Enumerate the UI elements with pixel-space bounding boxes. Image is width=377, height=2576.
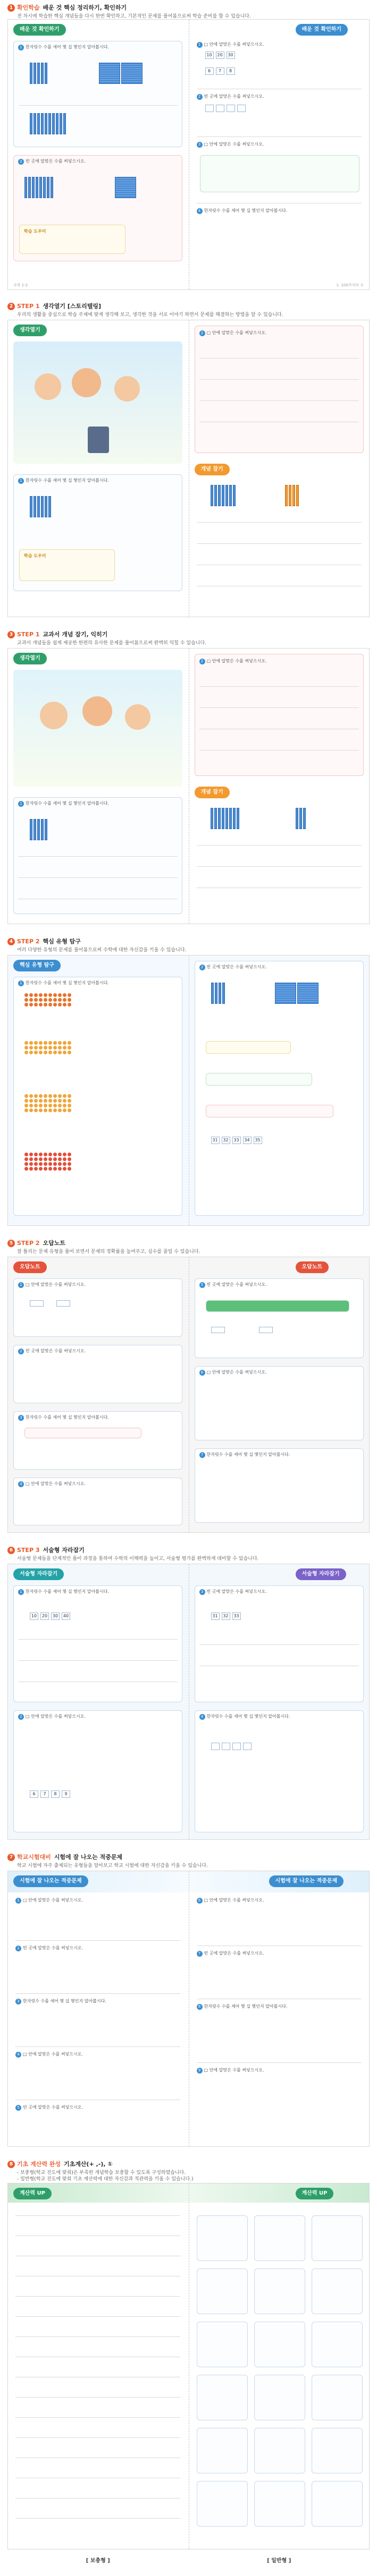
calc-row xyxy=(15,2417,180,2418)
counting-dot xyxy=(29,1162,33,1166)
counting-dot xyxy=(34,1162,38,1166)
section-desc: 전 차시에 학습한 핵심 개념들을 다시 한번 확인하고, 기본적인 문제를 풀어봄으로써 학습 준비를 할 수 있습니다. xyxy=(17,14,251,19)
counting-dot xyxy=(68,1051,71,1054)
counting-dots xyxy=(24,1094,71,1112)
counting-dot xyxy=(24,1099,28,1103)
counting-dot xyxy=(24,1162,28,1166)
help-box: 학습 도우미 xyxy=(19,225,125,254)
step-header: 생각열기 xyxy=(13,325,47,336)
counting-dot xyxy=(24,998,28,1002)
counting-dot xyxy=(48,1003,52,1006)
counting-dot xyxy=(63,1003,66,1006)
bottom-label-left: [ 보충형 ] xyxy=(86,2558,110,2564)
child-illustration-icon xyxy=(72,368,101,397)
counting-dot xyxy=(53,1108,57,1112)
counting-dot xyxy=(24,1046,28,1050)
counting-dot xyxy=(44,1157,47,1161)
counting-dot xyxy=(24,1157,28,1161)
counting-dot xyxy=(68,1099,71,1103)
calc-problem xyxy=(254,2428,305,2473)
section-concept: 3 STEP 1 교과서 개념 잡기, 익히기 교과서 개념들을 쉽게 제공한 한편의 유사한 문제를 풀어봄으로써 완벽히 익힐 수 있습니다. xyxy=(0,627,377,646)
counting-dot xyxy=(39,1046,43,1050)
child-illustration-icon xyxy=(40,702,68,729)
calc-row xyxy=(15,2316,180,2317)
calc-problem xyxy=(254,2268,305,2314)
counting-dot xyxy=(63,1104,66,1107)
calc-problem xyxy=(197,2215,248,2261)
counting-dot xyxy=(34,1104,38,1107)
counting-dot xyxy=(63,1046,66,1050)
counting-dot xyxy=(58,1051,62,1054)
counting-dots xyxy=(24,1041,71,1054)
counting-dot xyxy=(58,1162,62,1166)
spread-school-test: 시험에 잘 나오는 적중문제 1 □ 안에 알맞은 수를 써넣으시오. 2 빈 곳에 알맞은 수를 써넣으시오. 3 한자릿수 수를 세어 몇 십 몇인지 알아봅시다. 4 □ 안에 알맞은 수를 써넣으시오. 5 빈 곳에 알맞은 수를 써넣으시오. 시험에 잘 나오는 적중문제 6 □ 안에 알맞은 수를 써넣으시오. 7 빈 곳에 알맞은 수를 써넣으시오. 8 한자릿수 수를 세어 몇 십 몇인지 알아봅시다. 9 □ 안에 알맞은 수를 써넣으시오. xyxy=(7,1871,370,2147)
spread-wrong: 오답노트 1 □ 안에 알맞은 수를 써넣으시오. 2 빈 곳에 알맞은 수를 써넣으시오. 3 한자릿수 수를 세어 몇 십 몇인지 알아봅시다. 4 □ 안에 알맞은 수를 써넣으시오. 오답노트 5 빈 곳에 알맞은 수를 써넣으시오. 6 □ 안에 알맞은 수를 써넣으시오. 7 한자릿수 수를 세어 몇 십 몇인지 알아봅시다. xyxy=(7,1257,370,1533)
counting-dot xyxy=(58,1041,62,1045)
counting-dot xyxy=(44,993,47,997)
counting-dot xyxy=(39,1094,43,1098)
counting-dot xyxy=(24,1094,28,1098)
counting-dot xyxy=(29,1041,33,1045)
section-calc: 8 기초 계산력 완성 기초계산(+ ,-), ① - 보충형(학교 진도에 맞춰)은 부족한 개념학습 보충할 수 있도록 구성하였습니다. - 일반형(학교 진도에 맞춰 기초 계산력에 대한 자신감과 직관력을 키울 수 있습니다.) xyxy=(0,2156,377,2182)
question-box: 1 한자릿수 수를 세어 몇 십 몇인지 알아봅시다. xyxy=(13,41,182,147)
section-essay: 6 STEP 3 서술형 자라잡기 서술형 문제들을 단계적인 풀이 과정을 통하여 수학의 이해력을 높이고, 서술형 평가를 완벽하게 대비할 수 있습니다. xyxy=(0,1542,377,1562)
counting-dot xyxy=(68,1104,71,1107)
counting-dot xyxy=(34,1094,38,1098)
calc-problem xyxy=(197,2375,248,2420)
counting-dot xyxy=(58,1099,62,1103)
calc-problem xyxy=(312,2481,363,2527)
counting-dot xyxy=(34,1041,38,1045)
counting-dot xyxy=(53,1157,57,1161)
counting-dot xyxy=(48,1108,52,1112)
counting-dot xyxy=(63,1162,66,1166)
counting-dot xyxy=(53,1094,57,1098)
calc-problem xyxy=(197,2428,248,2473)
section-school-test: 7 학교시험대비 시험에 잘 나오는 적중문제 학교 시험에 자주 출제되는 유형들을 알아보고 학교 시험에 대한 자신감을 키울 수 있습니다. xyxy=(0,1849,377,1869)
counting-dot xyxy=(63,1051,66,1054)
counting-dot xyxy=(44,1104,47,1107)
counting-dot xyxy=(24,1003,28,1006)
counting-dot xyxy=(39,1051,43,1054)
counting-dot xyxy=(53,1003,57,1006)
counting-dot xyxy=(63,1041,66,1045)
calc-row xyxy=(15,2215,180,2216)
counting-dot xyxy=(48,993,52,997)
counting-dot xyxy=(53,1162,57,1166)
counting-dot xyxy=(34,1108,38,1112)
counting-dot xyxy=(58,998,62,1002)
counting-dot xyxy=(48,1041,52,1045)
counting-dot xyxy=(24,1104,28,1107)
counting-dot xyxy=(39,1104,43,1107)
counting-dot xyxy=(44,1162,47,1166)
calc-row xyxy=(15,2397,180,2398)
counting-dot xyxy=(44,1003,47,1006)
counting-dot xyxy=(44,998,47,1002)
counting-dot xyxy=(63,1153,66,1156)
counting-dot xyxy=(53,1153,57,1156)
counting-dot xyxy=(44,1041,47,1045)
counting-dot xyxy=(53,1051,57,1054)
counting-dot xyxy=(53,1041,57,1045)
counting-dot xyxy=(68,1094,71,1098)
calc-problem xyxy=(312,2428,363,2473)
counting-dot xyxy=(29,998,33,1002)
counting-dot xyxy=(68,1046,71,1050)
counting-dot xyxy=(63,1099,66,1103)
counting-dot xyxy=(34,1157,38,1161)
calc-problem xyxy=(254,2481,305,2527)
counting-dot xyxy=(24,1041,28,1045)
counting-dot xyxy=(39,1108,43,1112)
counting-dot xyxy=(34,993,38,997)
counting-dot xyxy=(58,1108,62,1112)
trophy-icon xyxy=(88,427,109,453)
counting-dot xyxy=(53,1167,57,1171)
counting-dot xyxy=(29,1153,33,1156)
counting-dot xyxy=(34,1153,38,1156)
counting-dot xyxy=(44,1099,47,1103)
counting-dot xyxy=(63,1094,66,1098)
counting-dot xyxy=(68,1003,71,1006)
step-header: 배운 것 확인하기 xyxy=(296,24,348,36)
counting-dot xyxy=(29,1094,33,1098)
counting-dot xyxy=(48,1153,52,1156)
calc-row xyxy=(15,2296,180,2297)
child-illustration-icon xyxy=(125,704,150,730)
counting-dot xyxy=(39,1153,43,1156)
bottom-label-right: [ 일반형 ] xyxy=(267,2558,291,2564)
counting-dot xyxy=(53,993,57,997)
counting-dot xyxy=(24,993,28,997)
counting-dot xyxy=(63,998,66,1002)
counting-dot xyxy=(53,998,57,1002)
spread-story: 생각열기 1 한자릿수 수를 세어 몇 십 몇인지 알아봅시다. 학습 도우미 2 □ 안에 알맞은 수를 써넣으시오. 개념 잡기 xyxy=(7,320,370,617)
calc-problem xyxy=(254,2375,305,2420)
counting-dot xyxy=(39,993,43,997)
counting-dot xyxy=(39,1099,43,1103)
counting-dot xyxy=(68,1041,71,1045)
counting-dot xyxy=(39,1157,43,1161)
counting-dot xyxy=(63,1167,66,1171)
spread-essay: 서술형 자라잡기 1 한자릿수 수를 세어 몇 십 몇인지 알아봅시다. 10 20 30 40 2 □ 안에 알맞은 수를 써넣으시오. 6 7 8 9 서술형 자라잡기 3 빈 곳에 알맞은 수를 써넣으시오. 31 32 33 4 한자릿수 수를 세어 몇 십 몇인지 알아봅시다. xyxy=(7,1564,370,1840)
counting-dot xyxy=(53,1046,57,1050)
counting-dot xyxy=(68,1108,71,1112)
counting-dot xyxy=(39,1041,43,1045)
counting-dot xyxy=(29,1099,33,1103)
calc-problem xyxy=(197,2322,248,2367)
step-header: 배운 것 확인하기 xyxy=(13,24,66,36)
counting-dot xyxy=(29,1003,33,1006)
child-illustration-icon xyxy=(82,696,112,726)
calc-problem xyxy=(312,2215,363,2261)
counting-dot xyxy=(58,1104,62,1107)
counting-dot xyxy=(58,1094,62,1098)
section-story: 2 STEP 1 생각열기 [스토리텔링] 우리의 생활을 중심으로 학습 주제에 맞게 생각해 보고, 생각한 것을 서로 이야기 하면서 문제를 해결하는 방법을 알 수 있습니다. xyxy=(0,298,377,318)
counting-dot xyxy=(58,1003,62,1006)
section-core: 4 STEP 2 핵심 유형 탐구 여러 다양한 유형의 문제를 풀어봄으로써 수학에 대한 자신감을 키울 수 있습니다. xyxy=(0,934,377,953)
child-illustration-icon xyxy=(35,373,61,400)
counting-dot xyxy=(29,1046,33,1050)
counting-dot xyxy=(48,1167,52,1171)
counting-dot xyxy=(24,1153,28,1156)
counting-dot xyxy=(48,1162,52,1166)
counting-dot xyxy=(68,998,71,1002)
counting-dot xyxy=(44,1153,47,1156)
counting-dots xyxy=(24,993,71,1006)
counting-dot xyxy=(34,1099,38,1103)
calc-problem xyxy=(254,2322,305,2367)
counting-dot xyxy=(63,1157,66,1161)
counting-dot xyxy=(34,1051,38,1054)
calc-row xyxy=(15,2437,180,2438)
counting-dot xyxy=(63,993,66,997)
counting-dot xyxy=(24,1051,28,1054)
calc-problem xyxy=(197,2481,248,2527)
calc-problem xyxy=(312,2322,363,2367)
counting-dot xyxy=(29,1108,33,1112)
spread-review xyxy=(7,19,370,290)
counting-dot xyxy=(53,1104,57,1107)
spread-calc: 계산력 UP 계산력 UP xyxy=(7,2183,370,2549)
counting-dot xyxy=(53,1099,57,1103)
concept-illustration xyxy=(13,670,182,787)
counting-dot xyxy=(48,1099,52,1103)
spread-concept: 생각열기 1 한자릿수 수를 세어 몇 십 몇인지 알아봅시다. 2 □ 안에 알맞은 수를 써넣으시오. 개념 잡기 xyxy=(7,648,370,924)
counting-dot xyxy=(63,1108,66,1112)
story-illustration xyxy=(13,342,182,464)
counting-dot xyxy=(39,998,43,1002)
counting-dot xyxy=(68,1157,71,1161)
section-review xyxy=(0,0,377,20)
question-number-icon: 1 xyxy=(18,45,24,50)
counting-dot xyxy=(29,1051,33,1054)
counting-dot xyxy=(24,1167,28,1171)
counting-dot xyxy=(58,993,62,997)
counting-dot xyxy=(48,1157,52,1161)
question-box: 2 빈 곳에 알맞은 수를 써넣으시오. 학습 도우미 xyxy=(13,155,182,261)
counting-dot xyxy=(34,1046,38,1050)
page-left: 배운 것 확인하기 1 한자릿수 수를 세어 몇 십 몇인지 알아봅시다. 2 빈 곳에 알맞은 수를 써넣으시오. 학습 도우미 수학 1-2 xyxy=(8,20,189,289)
counting-dot xyxy=(58,1153,62,1156)
counting-dots xyxy=(24,1153,71,1171)
counting-dot xyxy=(39,1167,43,1171)
counting-dot xyxy=(29,1167,33,1171)
counting-dot xyxy=(44,1046,47,1050)
calc-problem xyxy=(312,2375,363,2420)
counting-dot xyxy=(68,1167,71,1171)
counting-dot xyxy=(44,1051,47,1054)
counting-dot xyxy=(29,993,33,997)
counting-dot xyxy=(58,1167,62,1171)
section-title: 1 확인학습 배운 것 핵심 정리하기, 확인하기 xyxy=(7,3,370,12)
counting-dot xyxy=(24,1108,28,1112)
counting-dot xyxy=(34,998,38,1002)
counting-dot xyxy=(68,1162,71,1166)
counting-dot xyxy=(48,1046,52,1050)
counting-dot xyxy=(68,993,71,997)
counting-dot xyxy=(68,1153,71,1156)
calc-problem xyxy=(254,2215,305,2261)
calc-problem xyxy=(312,2268,363,2314)
counting-dot xyxy=(34,1167,38,1171)
counting-dot xyxy=(58,1046,62,1050)
calc-row xyxy=(15,2336,180,2337)
counting-dot xyxy=(39,1162,43,1166)
counting-dot xyxy=(48,998,52,1002)
counting-dot xyxy=(58,1157,62,1161)
counting-dot xyxy=(44,1094,47,1098)
section-wrong: 5 STEP 2 오답노트 잘 틀리는 문제 유형을 풀어 보면서 문제의 정확률을 높여주고, 실수를 줄일 수 있습니다. xyxy=(0,1235,377,1255)
counting-dot xyxy=(44,1108,47,1112)
base-ten-blocks xyxy=(99,63,143,84)
counting-dot xyxy=(34,1003,38,1006)
counting-dot xyxy=(44,1167,47,1171)
spread-core: 핵심 유형 탐구 1 한자릿수 수를 세어 몇 십 몇인지 알아봅시다. 2 빈 곳에 알맞은 수를 써넣으시오. 31 32 33 34 35 xyxy=(7,955,370,1226)
counting-dot xyxy=(48,1094,52,1098)
counting-dot xyxy=(29,1157,33,1161)
counting-dot xyxy=(29,1104,33,1107)
page-right: 배운 것 확인하기 1 □ 안에 알맞은 수를 써넣으시오. 10 20 30 6 7 8 2 빈 곳에 알맞은 수를 써넣으시오. 3 □ 안에 알맞은 수를 써넣으시오. 4 한자릿수 수를 세어 몇 십 몇인지 알아봅시다. 1. 100까지의 수 xyxy=(189,20,370,289)
child-illustration-icon xyxy=(114,376,140,402)
calc-row xyxy=(15,2518,180,2519)
calc-problem xyxy=(197,2268,248,2314)
base-ten-blocks xyxy=(30,63,47,84)
counting-dot xyxy=(48,1104,52,1107)
counting-dot xyxy=(39,1003,43,1006)
counting-dot xyxy=(48,1051,52,1054)
